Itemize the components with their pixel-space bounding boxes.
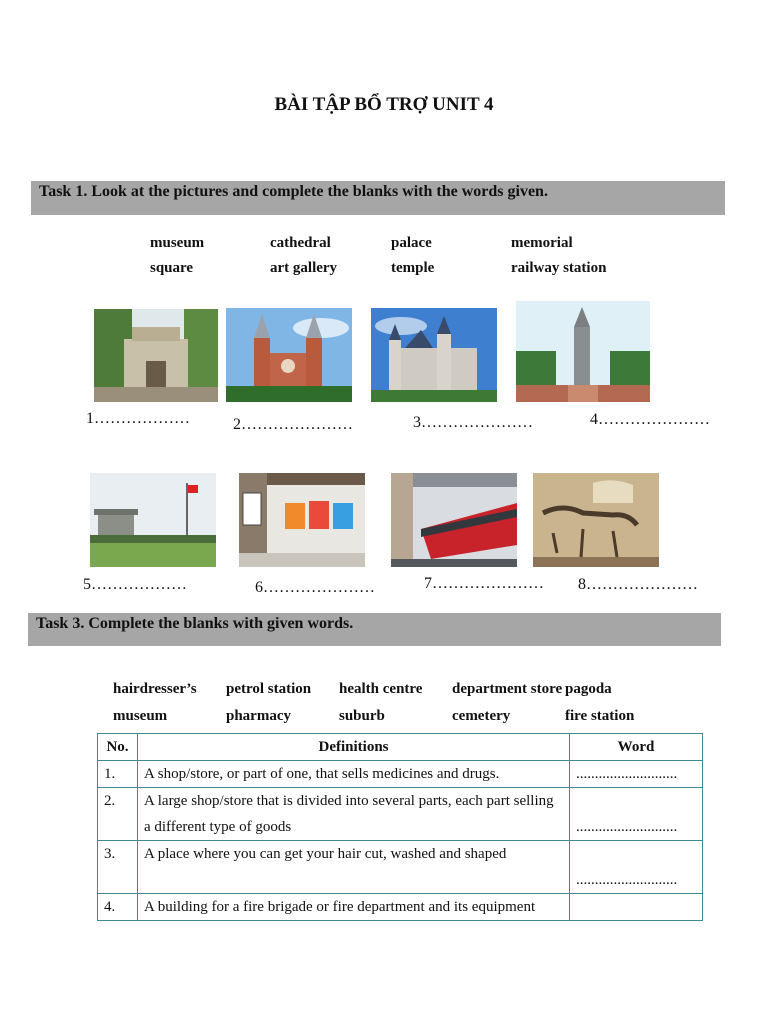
art-gallery-picture (239, 473, 365, 567)
blank-4[interactable]: 4………………… (590, 411, 710, 428)
row-word-blank[interactable]: ........................... (570, 788, 703, 841)
table-header-row (98, 734, 703, 761)
row-word-blank[interactable]: ........................... (570, 841, 703, 894)
word-bank-item: fire station (565, 708, 635, 724)
row-number: 1. (98, 761, 138, 788)
blank-1[interactable]: 1……………… (86, 410, 190, 427)
blank-5[interactable]: 5……………… (83, 576, 187, 593)
word-bank-item: cemetery (452, 708, 511, 724)
definition-line: A building for a fire brigade or fire department and its equipment (143, 899, 536, 915)
table-row (98, 788, 703, 841)
word-bank-item: museum (113, 708, 168, 724)
word-bank-item: pagoda (565, 681, 612, 697)
word-bank-item: hairdresser’s (113, 681, 197, 697)
word-bank-item: palace (391, 235, 432, 251)
cathedral-picture (226, 308, 352, 402)
blank-2[interactable]: 2………………… (233, 416, 353, 433)
word-bank-item: cathedral (270, 235, 331, 251)
header-no: No. (98, 734, 138, 761)
blank-7[interactable]: 7………………… (424, 575, 544, 592)
museum-picture (533, 473, 659, 567)
row-word-blank[interactable]: ........................... (570, 761, 703, 788)
definitions-table (97, 733, 703, 921)
blank-3[interactable]: 3………………… (413, 414, 533, 431)
word-bank-item: department store (452, 681, 563, 697)
word-bank-item: pharmacy (226, 708, 291, 724)
temple-picture (94, 309, 218, 402)
task3-heading: Task 3. Complete the blanks with given words. (36, 615, 354, 632)
task1-heading-band (31, 181, 725, 215)
header-word: Word (570, 734, 703, 761)
row-number: 3. (98, 841, 138, 894)
row-number: 2. (98, 788, 138, 841)
memorial-picture (516, 301, 650, 402)
word-bank-item: art gallery (270, 260, 338, 276)
word-bank-item: museum (150, 235, 205, 251)
table-row (98, 841, 703, 894)
definition-line: A large shop/store that is divided into several parts, each part selling (143, 793, 554, 809)
blank-8[interactable]: 8………………… (578, 576, 698, 593)
word-bank-item: temple (391, 260, 435, 276)
row-definition (137, 841, 569, 894)
word-bank-item: railway station (511, 260, 607, 276)
table-row (98, 894, 703, 921)
definition-line: A shop/store, or part of one, that sells medicines and drugs. (143, 766, 500, 782)
table-row (98, 761, 703, 788)
palace-picture (371, 308, 497, 402)
word-bank-item: petrol station (226, 681, 312, 697)
word-bank-item: health centre (339, 681, 423, 697)
task1-heading: Task 1. Look at the pictures and complete the blanks with the words given. (39, 183, 548, 200)
task3-heading-band (28, 613, 721, 646)
row-definition (137, 894, 569, 921)
row-definition (137, 761, 569, 788)
railway-station-picture (391, 473, 517, 567)
word-bank-item: memorial (511, 235, 573, 251)
header-definitions: Definitions (137, 734, 569, 761)
row-definition (137, 788, 569, 841)
blank-6[interactable]: 6………………… (255, 579, 375, 596)
row-word-blank[interactable] (570, 894, 703, 921)
page-title: BÀI TẬP BỔ TRỢ UNIT 4 (274, 94, 494, 115)
definition-line (144, 867, 563, 893)
definition-line: A place where you can get your hair cut, washed and shaped (143, 846, 507, 862)
word-bank-item: square (150, 260, 194, 276)
row-number: 4. (98, 894, 138, 921)
square-picture (90, 473, 216, 567)
definition-line: a different type of goods (143, 819, 292, 835)
word-bank-item: suburb (339, 708, 385, 724)
